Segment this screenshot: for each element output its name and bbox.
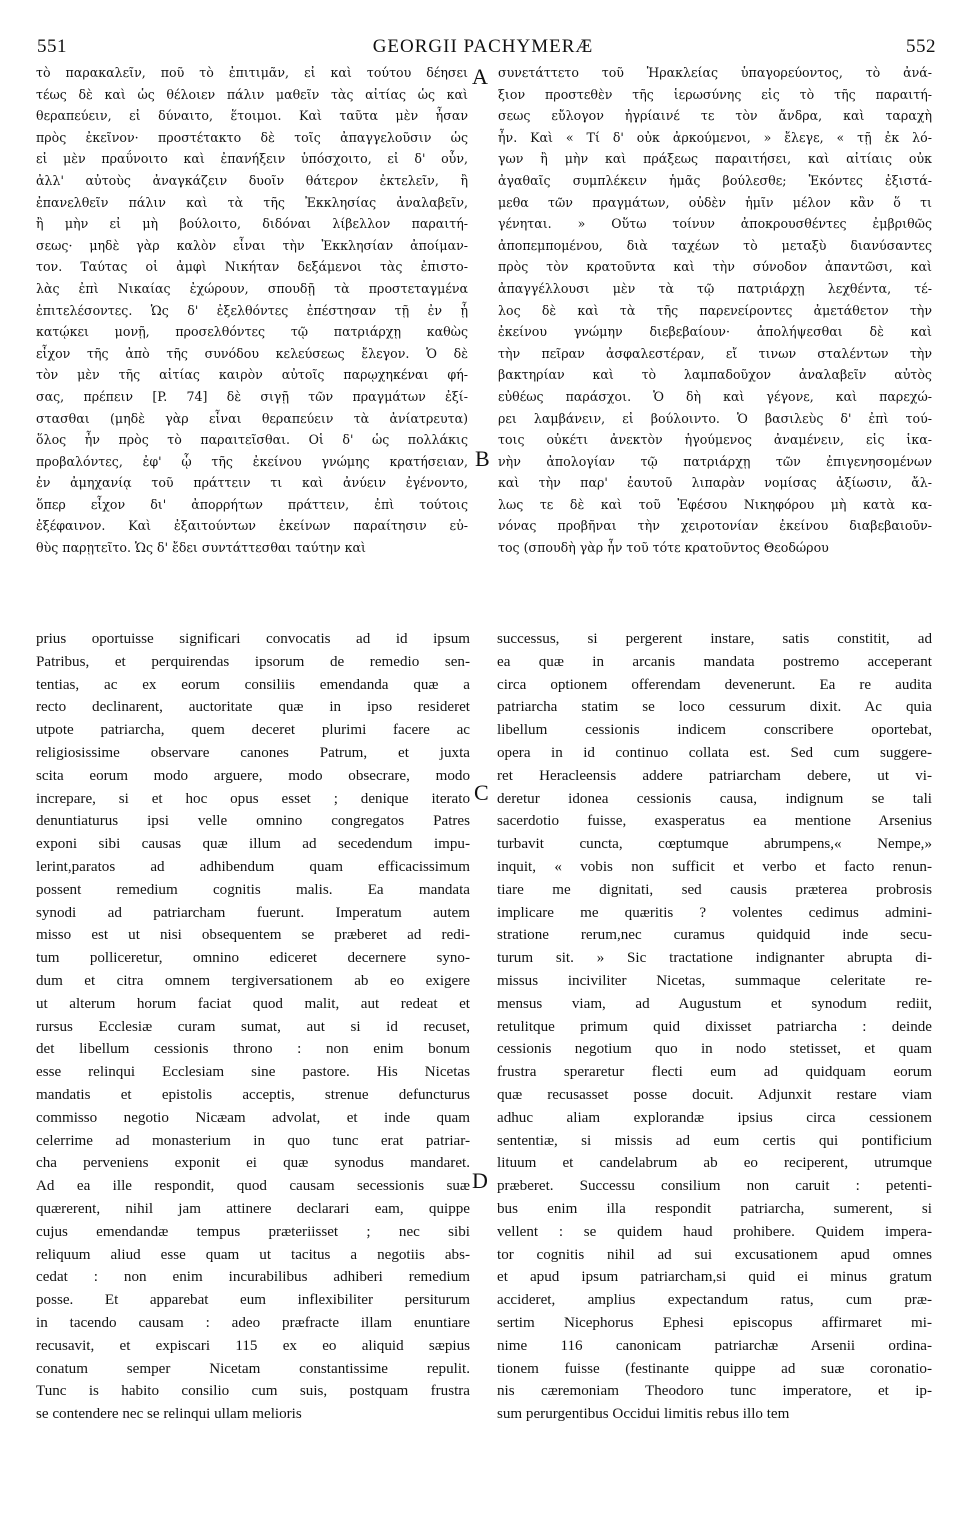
page-number-left: 551	[37, 36, 67, 57]
greek-column-left	[36, 62, 468, 559]
text-line: μεθα τῶν πραγμάτων, οὐδὲν ἡμῖν μέλον κἂν ὅ τι	[498, 194, 932, 210]
text-line: ἀπαγγέλλουσι μὲν τὰ τῷ πατριάρχῃ λεχθέντα, τέ-	[498, 280, 932, 296]
text-line: ἐπιτελέσοντες. Ὡς δ' ἐξελθόντες ἐπέστησαν τῇ ἐν ᾗ	[36, 302, 468, 318]
text-line: ea quæ in arcanis mandata postremo acceperant	[497, 653, 932, 670]
text-line: cujus emendandæ tempus præteriisset ; nec sibi	[36, 1223, 470, 1240]
text-line: ἢ μὴν εἰ μὴ βούλοιτο, διδόναι λίβελλον παραιτή-	[36, 216, 468, 232]
text-line: ἐκείνου γνώμην διεβεβαίουν· ἀπολήψεσθαι δὲ καὶ	[498, 324, 932, 340]
text-line: inquit, « vobis non sufficit et verbo et facto renun-	[497, 858, 932, 875]
text-line: commisso negotio Nicæam advolat, et inde quam	[36, 1109, 470, 1126]
text-line: adhuc aliam explorandæ ipsius circa cessionem	[497, 1109, 932, 1126]
text-line: cessionis negotium quo in nodo stetisset, et quam	[497, 1041, 932, 1058]
page-number-right: 552	[906, 36, 936, 57]
text-line: στασθαι (μηδὲ γὰρ εἶναι θεραπεύειν τὰ ἀνίατρευτα)	[36, 410, 468, 426]
text-line: mandatis et epistolis acceptis, strenue defuncturus	[36, 1086, 470, 1103]
text-line: τὴν πεῖραν ἀσφαλεστέραν, εἴ τινων σταλέντων τὴν	[498, 345, 932, 361]
text-line: accideret, amplius expectandum ratus, cum præ-	[497, 1292, 932, 1309]
text-line: dum et citra omnem tergiversationem ab eo exigere	[36, 972, 470, 989]
text-line: θεραπεύειν, εἰ δύναιτο, ἕτοιμοι. Καὶ ταῦτα μὲν ἦσαν	[36, 108, 468, 124]
text-line: exponi sibi causas quæ illum ad secedendum impu-	[36, 836, 470, 853]
text-line: possent remedium cognitis malis. Ea mandata	[36, 881, 470, 898]
text-line: cha perveniens exponit ei quæ synodus mandaret.	[36, 1155, 470, 1172]
text-line: τὸν μὲν τῆς αἰτίας καιρὸν αὐτοῖς παρῳχηκέναι φή-	[36, 367, 468, 383]
latin-column-right	[497, 628, 932, 1426]
text-line: mensus viam, ad Augustum et synodum rediit,	[497, 995, 932, 1012]
text-line: sacerdotio fuisse, exasperatus ea mentione Arsenius	[497, 813, 932, 830]
text-line: τοις οὐκέτι ἀνεκτὸν ἡγούμενος ἀναμένειν, εἰς ἱκα-	[498, 432, 932, 448]
text-line: λως τε δὲ καὶ τοῦ Ἐφέσου Νικηφόρου μὴ κατὰ κα-	[498, 496, 932, 512]
text-line: tor cognitis nihil ad sui excusationem apud omnes	[497, 1246, 932, 1263]
section-marker-d: D	[472, 1168, 488, 1193]
latin-column-left	[36, 628, 470, 1426]
text-line: ret Heracleensis addere patriarcham debere, ut vi-	[497, 767, 932, 784]
text-line: posse. Et apparebat eum inflexibiliter persiturum	[36, 1292, 470, 1309]
text-line: ἀλλ' αὐτοὺς ἀναγκάζειν δυοῖν θάτερον ἐκτελεῖν, ἢ	[36, 172, 468, 188]
section-marker-a: A	[472, 64, 488, 89]
text-line: εἶχον τῆς ἀπὸ τῆς συνόδου κελεύσεως ἔλεγον. Ὁ δὲ	[36, 345, 468, 361]
text-line: lituum et candelabrum ab eo reciperent, utrumque	[497, 1155, 932, 1172]
text-line: Tunc is habito consilio cum suis, postquam frustra	[36, 1383, 470, 1400]
text-line: ἦν. Καὶ « Τί δ' οὐκ ἀρκούμενοι, » ἔλεγε, « τῇ ἐκ λό-	[498, 129, 932, 145]
text-line: ut alterum horum faciat quod malit, aut redeat et	[36, 995, 470, 1012]
text-line: quæ recusasset posse docuit. Adjunxit restare viam	[497, 1086, 932, 1103]
text-line: καὶ τὴν παρ' ἑαυτοῦ λιπαρὰν νομίσας ἀξίωσιν, ἄλ-	[498, 475, 932, 491]
text-line: σεως· μηδὲ γὰρ καλὸν εἶναι τὴν Ἐκκλησίαν ἀποίμαν-	[36, 237, 468, 253]
text-line: πρὸς ἐκεῖνον· προστέτακτο δὲ τοῖς ἀπαγγελοῦσιν ὡς	[36, 129, 468, 145]
text-line: nis cæremoniam Theodoro tunc imperatore, et ip-	[497, 1383, 932, 1400]
text-line: sententiæ, si missis ad eum certis qui pontificium	[497, 1132, 932, 1149]
section-marker-b: B	[475, 446, 490, 471]
text-line: esse relinqui Ecclesiam sine pastore. His Nicetas	[36, 1064, 470, 1081]
text-line: opera in id continuo collata est. Sed cum suggere-	[497, 744, 932, 761]
text-line: θὺς παρῃτεῖτο. Ὡς δ' ἔδει συντάττεσθαι ταύτην καὶ	[36, 540, 366, 556]
text-line: recusavit, et expiscari 115 ex eo aliquid sæpius	[36, 1337, 470, 1354]
text-line: tionem fuisse (festinante quippe ad suæ coronatio-	[497, 1360, 932, 1377]
text-line: in tacendo causam : adeo præfracte illam enuntiare	[36, 1314, 470, 1331]
text-line: recto declinarent, auctoritate quæ in ipso resideret	[36, 699, 470, 716]
text-line: ὅλος ἦν πρὸς τὸ παραιτεῖσθαι. Οἱ δ' ὡς πολλάκις	[36, 432, 468, 448]
text-line: τέως δὲ καὶ ὡς θέλοιεν πάλιν μαθεῖν τὰς αἰτίας ὡς καὶ	[36, 86, 468, 102]
text-line: religiosissime observare canones Patrum, et juxta	[36, 744, 470, 761]
text-line: reliquum aliud esse quam ut tacitus a negotiis abs-	[36, 1246, 470, 1263]
text-line: ὅπερ εἶχον δι' ἀπορρήτων πράττειν, ἐπὶ τούτοις	[36, 496, 468, 512]
running-title: GEORGII PACHYMERÆ	[372, 36, 594, 57]
section-marker-c: C	[474, 780, 489, 805]
text-line: patriarcha statim se loco cessurum dixit. Ac quia	[497, 699, 932, 716]
text-line: missus inciviliter Nicetas, summaque celeritate re-	[497, 972, 932, 989]
text-line: ἐπανελθεῖν πάλιν καὶ τὰ τῆς Ἐκκλησίας ἀναλαβεῖν,	[36, 194, 468, 210]
text-line: συνετάττετο τοῦ Ἡρακλείας ὑπαγορεύοντος, τὸ ἀνά-	[498, 65, 932, 80]
text-line: et apud ipsum patriarcham,si quid ei minus gratum	[497, 1269, 932, 1286]
text-line: πρὸς τὸν κρατοῦντα καὶ τὴν σύνοδον ἀπαντῶσι, καὶ	[498, 259, 932, 275]
text-line: increpare, si et hoc opus esset ; denique iterato	[36, 790, 470, 807]
text-line: cedat : non enim incurabilibus adhiberi remedium	[36, 1269, 470, 1286]
text-line: Patribus, et perquirendas ipsorum de remedio sen-	[36, 653, 470, 670]
text-line: προβαλόντες, ἐφ' ᾧ τῆς ἐκείνου γνώμης κρατήσειαν,	[36, 453, 468, 469]
text-line: βακτηρίαν καὶ τὸ λαμπαδοῦχον ἀναλαβεῖν αὐτὸς	[498, 367, 932, 383]
text-line: turum sit. » Sic tractatione indignanter abrupta di-	[497, 950, 932, 967]
text-line: γων ἢ μὴν καὶ πράξεως παραιτήσει, καὶ αἰτίαις οὐκ	[498, 151, 932, 167]
text-line: rursus Ecclesiæ curam sumat, aut si id recuset,	[36, 1018, 470, 1035]
text-line: retulitque primum quid dixisset patriarcha : deinde	[497, 1018, 932, 1035]
text-line: Ad ea ille respondit, quod causam secessionis suæ	[36, 1178, 470, 1195]
text-line: γένηται. » Οὕτω τοίνυν ἀποκρουσθέντες ἐμβριθῶς	[498, 216, 932, 232]
text-line: λὰς ἐπὶ Νικαίας ἐχώρουν, σπουδῇ τὰ προστεταγμένα	[36, 280, 468, 296]
text-line: synodi ad patriarcham fuerunt. Imperatum autem	[36, 904, 470, 921]
text-line: deretur idonea cessionis causa, indignum se tali	[497, 790, 932, 807]
text-line: libellum cessionis indicem conscribere oportebat,	[497, 722, 932, 739]
text-line: implicare me quæritis ? volentes cedimus admini-	[497, 904, 932, 921]
text-line: stratione rerum,nec curamus quidquid inde secu-	[497, 927, 932, 944]
text-line: tentias, ac ex eorum consiliis emendanda quæ a	[36, 676, 470, 693]
text-line: circa optionem offerendam devenerunt. Ea re audita	[497, 676, 932, 693]
greek-column-right	[498, 62, 932, 559]
text-line: det libellum cessionis throno : non enim bonum	[36, 1041, 470, 1058]
text-line: se contendere nec se relinqui ullam melioris	[36, 1406, 302, 1423]
text-line: tiare me dignitati, sed causis præterea probrosis	[497, 881, 932, 898]
text-line: τος (σπουδὴ γὰρ ἦν τοῦ τότε κρατοῦντος Θεοδώρου	[498, 540, 829, 556]
text-line: ἀγαθαῖς συμπλέκειν ἡμᾶς βούλεσθε; Ἑκόντες ἐξιστά-	[498, 172, 932, 188]
text-line: sertim Nicephorus Ephesi episcopus affirmaret mi-	[497, 1314, 932, 1331]
text-line: ἀποπεμπομένου, διὰ ταχέων τὸ μεταξὺ διανύσαντες	[498, 237, 932, 253]
text-line: ξιον προστεθὲν τῆς ἱερωσύνης εἰς τὸ τῆς παραιτή-	[498, 86, 932, 102]
text-line: scita eorum modo arguere, modo obsecrare, modo	[36, 767, 470, 784]
text-line: τὸ παρακαλεῖν, ποῦ τὸ ἐπιτιμᾶν, εἰ καὶ τούτου δέησει	[36, 65, 468, 80]
text-line: ἐν ἀμηχανίᾳ τοῦ πράττειν τι καὶ ἀνύειν ἐγένοντο,	[36, 475, 468, 491]
text-line: εὐθέως παράσχοι. Ὁ δὴ καὶ γέγονε, καὶ παρεχώ-	[498, 388, 932, 404]
text-line: conatum semper Nicetam constantissime repulit.	[36, 1360, 470, 1377]
text-line: lerint,paratos ad adhibendum quam efficacissimum	[36, 858, 470, 875]
text-line: sum perurgentibus Occidui limitis rebus illo tem	[497, 1406, 790, 1423]
text-line: successus, si pergerent instare, satis constitit, ad	[497, 631, 932, 647]
text-line: νὴν ἀπολογίαν τῷ πατριάρχῃ τῶν ἐπιγενησομένων	[498, 453, 932, 469]
text-line: tum polliceretur, omnino ediceret decernere syno-	[36, 950, 470, 967]
text-line: ἐξέφαινον. Καὶ ἐξαιτούντων ἐκείνων παραίτησιν εὐ-	[36, 518, 468, 534]
text-line: νόνας προβῆναι τὴν χειροτονίαν ἐκείνου διαβεβαιοῦν-	[498, 518, 932, 534]
text-line: prius oportuisse significari convocatis ad id ipsum	[36, 631, 470, 647]
text-line: frustra speraretur flecti eum ad quidquam eorum	[497, 1064, 932, 1081]
text-line: turbavit cuncta, cœptumque abrumpens,« Nempe,»	[497, 836, 932, 853]
text-line: nime 116 canonicam patriarchæ Arsenii ordina-	[497, 1337, 932, 1354]
text-line: εἰ μὲν πραΰνοιτο καὶ ἐπανήξειν ὑπόσχοιτο, εἰ δ' οὖν,	[36, 151, 468, 167]
text-line: ρει λαμβάνειν, εἰ βούλοιντο. Ὁ βασιλεὺς δ' ἐπὶ τού-	[498, 410, 932, 426]
text-line: τον. Ταύτας οἱ ἀμφὶ Νικήταν δεξάμενοι τὰς ἐπιστο-	[36, 259, 468, 275]
text-line: σεως εὔλογον ἠγρίαινέ τε τὸν ἄνδρα, καὶ ταραχὴ	[498, 108, 932, 124]
text-line: bus enim illa respondit patriarcha, sumerent, si	[497, 1200, 932, 1217]
text-line: σας, πρέπειν [P. 74] δὲ σιγῇ τῶν πραγμάτων ἐξί-	[36, 388, 468, 404]
text-line: celerrime ad monasterium in quo tunc erat patriar-	[36, 1132, 470, 1149]
text-line: misso est ut nisi obsequentem se præberet ad redi-	[36, 927, 470, 944]
text-line: vellent : se quidem haud prohibere. Quidem impera-	[497, 1223, 932, 1240]
text-line: λος δὲ καὶ τὰ τῆς παρενείροντες ἀμετάθετον τὴν	[498, 302, 932, 318]
text-line: κατῴκει μονῇ, προσελθόντες τῷ πατριάρχῃ καθὼς	[36, 324, 468, 340]
text-line: denuntiaturus ipsi velle omnino congregatos Patres	[36, 813, 470, 830]
text-line: utpote patriarcha, quem deceret plurimi facere ac	[36, 722, 470, 739]
text-line: quærerent, nihil jam attinere declarari eam, quippe	[36, 1200, 470, 1217]
text-line: præberet. Successu consilium non caruit : petenti-	[497, 1178, 932, 1195]
